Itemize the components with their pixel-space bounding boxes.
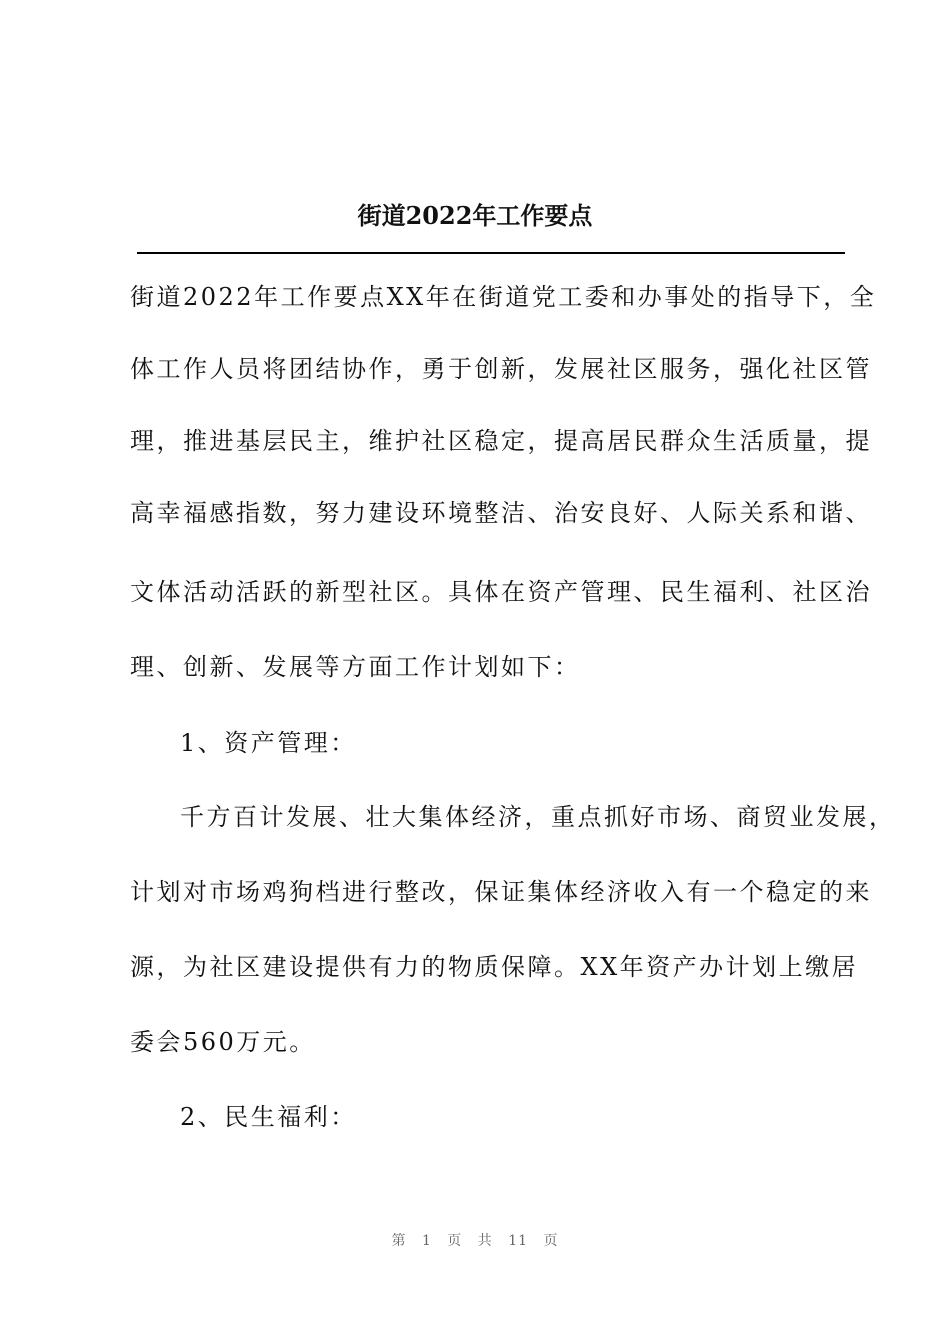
body-line: 源，为社区建设提供有力的物质保障。XX年资产办计划上缴居 xyxy=(130,953,859,981)
body-line: 理，推进基层民主，维护社区稳定，提高居民群众生活质量，提 xyxy=(130,427,872,455)
body-line: 计划对市场鸡狗档进行整改，保证集体经济收入有一个稳定的来 xyxy=(130,878,872,906)
body-line: 文体活动活跃的新型社区。具体在资产管理、民生福利、社区治 xyxy=(130,578,872,606)
section-heading: 2、民生福利： xyxy=(180,1103,357,1131)
body-line: 体工作人员将团结协作，勇于创新，发展社区服务，强化社区管 xyxy=(130,355,872,383)
body-line: 街道2022年工作要点XX年在街道党工委和办事处的指导下，全 xyxy=(130,283,877,311)
body-line: 理、创新、发展等方面工作计划如下： xyxy=(130,653,581,681)
page-footer: 第 1 页 共 11 页 xyxy=(391,1233,559,1249)
section-heading: 1、资产管理： xyxy=(180,729,357,757)
body-line: 委会560万元。 xyxy=(130,1028,316,1056)
title-divider xyxy=(137,252,845,254)
body-line: 千方百计发展、壮大集体经济，重点抓好市场、商贸业发展， xyxy=(180,803,896,831)
body-line: 高幸福感指数，努力建设环境整洁、治安良好、人际关系和谐、 xyxy=(130,499,872,527)
document-title: 街道2022年工作要点 xyxy=(357,201,593,230)
